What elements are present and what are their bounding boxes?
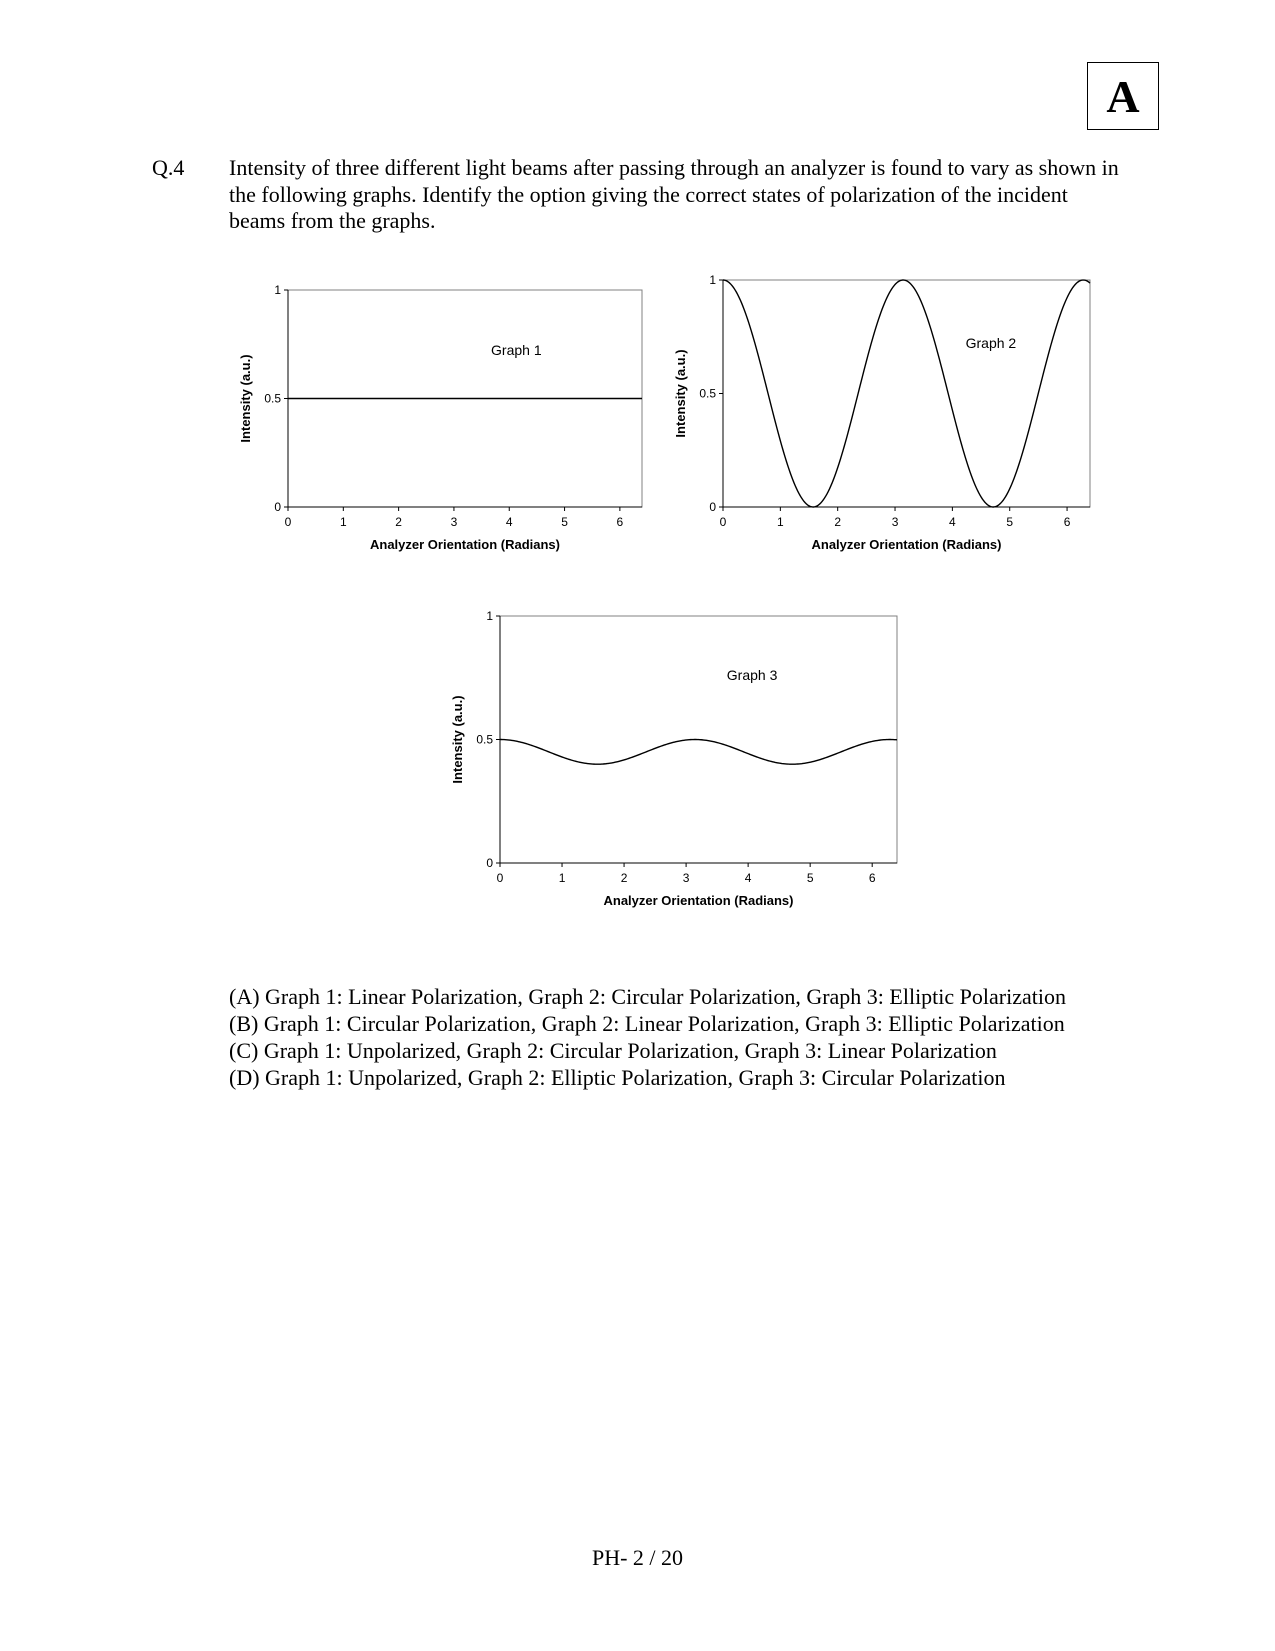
x-tick-label: 0 — [496, 871, 504, 885]
y-tick-label: 0 — [274, 500, 281, 514]
x-tick-label: 1 — [339, 515, 347, 529]
x-tick-label: 3 — [891, 515, 899, 529]
x-axis-title: Analyzer Orientation (Radians) — [370, 537, 560, 552]
y-tick-label: 0 — [709, 500, 716, 514]
x-tick-label: 4 — [949, 515, 956, 529]
y-tick-label: 1 — [709, 273, 716, 287]
option-a[interactable]: (A) Graph 1: Linear Polarization, Graph 2: Circular Polarization, Graph 3: Elliptic Polarization — [229, 984, 1066, 1009]
plot-frame — [723, 280, 1090, 507]
intensity-curve — [500, 740, 897, 765]
option-b[interactable]: (B) Graph 1: Circular Polarization, Graph 2: Linear Polarization, Graph 3: Elliptic Polarization — [229, 1011, 1065, 1036]
graph-annotation: Graph 1 — [491, 342, 542, 359]
graph-3-chart — [440, 606, 907, 923]
graph-1-svg — [228, 280, 652, 567]
question-text: Intensity of three different light beams after passing through an analyzer is found to vary as shown in the following graphs. Identify the option giving the correct states of polarization of the incident beams from the graphs. — [229, 155, 1119, 233]
x-tick-label: 6 — [616, 515, 624, 529]
y-axis-title: Intensity (a.u.) — [238, 354, 253, 443]
graph-annotation: Graph 3 — [726, 667, 778, 684]
x-tick-label: 4 — [744, 871, 752, 885]
y-tick-label: 1 — [274, 283, 281, 297]
x-tick-label: 3 — [450, 515, 458, 529]
x-tick-label: 0 — [719, 515, 727, 529]
y-tick-label: 0.5 — [264, 391, 281, 406]
answer-options — [229, 983, 1066, 1091]
x-tick-label: 5 — [806, 871, 814, 885]
y-tick-label: 0.5 — [476, 732, 493, 747]
question-number: Q.4 — [152, 155, 185, 180]
x-tick-label: 2 — [620, 871, 628, 885]
graph-annotation: Graph 2 — [965, 335, 1017, 352]
y-tick-label: 0 — [486, 856, 493, 870]
x-tick-label: 5 — [561, 515, 568, 529]
x-tick-label: 2 — [395, 515, 402, 529]
y-axis-title: Intensity (a.u.) — [450, 695, 465, 784]
x-tick-label: 4 — [505, 515, 513, 529]
x-tick-label: 1 — [777, 515, 784, 529]
x-axis-title: Analyzer Orientation (Radians) — [811, 537, 1002, 552]
x-tick-label: 5 — [1006, 515, 1014, 529]
y-tick-label: 1 — [486, 609, 493, 623]
x-tick-label: 2 — [834, 515, 842, 529]
y-axis-title: Intensity (a.u.) — [673, 349, 688, 438]
x-tick-label: 6 — [868, 871, 876, 885]
option-d[interactable]: (D) Graph 1: Unpolarized, Graph 2: Elliptic Polarization, Graph 3: Circular Polarization — [229, 1065, 1006, 1090]
answer-set-label: A — [1087, 62, 1159, 130]
x-tick-label: 1 — [558, 871, 566, 885]
y-tick-label: 0.5 — [699, 386, 716, 401]
graph-3-svg — [440, 606, 907, 923]
x-tick-label: 6 — [1063, 515, 1071, 529]
graph-1-chart — [228, 280, 652, 567]
graph-2-chart — [663, 270, 1100, 567]
intensity-curve — [723, 280, 1090, 507]
option-c[interactable]: (C) Graph 1: Unpolarized, Graph 2: Circular Polarization, Graph 3: Linear Polarization — [229, 1038, 997, 1063]
x-axis-title: Analyzer Orientation (Radians) — [603, 893, 794, 908]
x-tick-label: 3 — [682, 871, 690, 885]
page-footer: PH- 2 / 20 — [591, 1545, 684, 1570]
x-tick-label: 0 — [284, 515, 292, 529]
graph-2-svg — [663, 270, 1100, 567]
